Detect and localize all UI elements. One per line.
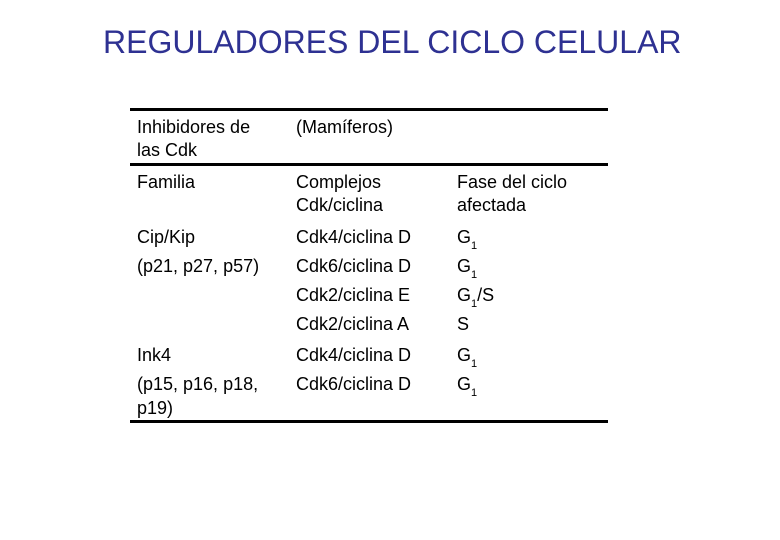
mammals-label: (Mamíferos) <box>296 117 394 137</box>
row1-phase-3: $G_1/S$ <box>457 285 495 310</box>
row2-family-line-3: p19) <box>137 398 174 418</box>
row1-phase-4: S <box>457 314 470 334</box>
row2-family-line-2: (p15, p16, p18, <box>137 374 259 394</box>
row1-family-line-1: Cip/Kip <box>137 227 196 247</box>
row1-phase-2: $G_1$ <box>457 256 478 281</box>
row2-complex-2: Cdk6/ciclina D <box>296 374 412 394</box>
row2-phase-2: $G_1$ <box>457 374 478 399</box>
inhibitors-label-line-2: las Cdk <box>137 140 198 160</box>
header-fase-line-2: afectada <box>457 195 527 215</box>
header-complejos-line-2: Cdk/ciclina <box>296 195 384 215</box>
row1-complex-4: Cdk2/ciclina A <box>296 314 410 334</box>
row1-complex-1: Cdk4/ciclina D <box>296 227 412 247</box>
table-top-rule <box>130 108 608 111</box>
row1-family-line-2: (p21, p27, p57) <box>137 256 260 276</box>
table-bottom-rule <box>130 420 608 423</box>
row1-complex-3: Cdk2/ciclina E <box>296 285 411 305</box>
row2-complex-1: Cdk4/ciclina D <box>296 345 412 365</box>
header-complejos-line-1: Complejos <box>296 172 382 192</box>
slide-title: REGULADORES DEL CICLO CELULAR <box>103 24 682 60</box>
row1-complex-2: Cdk6/ciclina D <box>296 256 412 276</box>
row1-phase-1: $G_1$ <box>457 227 478 252</box>
row2-phase-1: $G_1$ <box>457 345 478 370</box>
row2-family-line-1: Ink4 <box>137 345 172 365</box>
header-rule <box>130 163 608 166</box>
header-familia: Familia <box>137 172 196 192</box>
inhibitors-label-line-1: Inhibidores de <box>137 117 251 137</box>
header-fase-line-1: Fase del ciclo <box>457 172 568 192</box>
